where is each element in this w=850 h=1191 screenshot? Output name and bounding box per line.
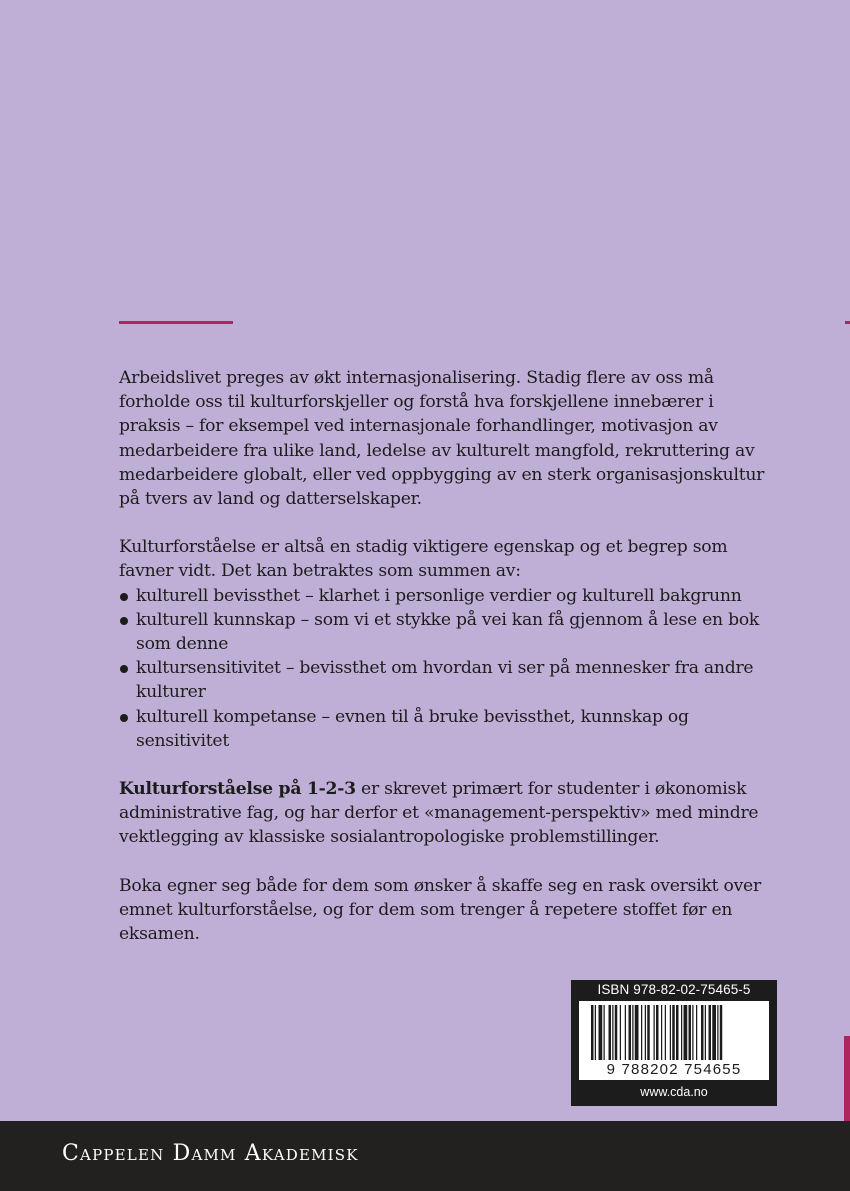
publisher-website: www.cda.no xyxy=(640,1085,708,1099)
bullet-text: kulturell kompetanse – evnen til å bruke bevissthet, kunnskap og sensitivitet xyxy=(136,706,689,751)
bullet-text: kulturell kunnskap – som vi et stykke på vei kan få gjennom å lese en bok som denne xyxy=(136,609,760,655)
barcode-bar xyxy=(701,1005,704,1061)
paragraph-intro: Arbeidslivet preges av økt internasjonalisering. Stadig flere av oss må forholde oss til kulturforskjeller og forstå hva forskjellene innebærer i praksis – for eksempel ved internasjonale forhandlinger, motivasjon av medarbeidere fra ulike land, ledelse av kulturelt mangfold, rekruttering av medarbeidere globalt, eller ved oppbygging av en sterk organisasjonskultur på tvers av land og datterselskaper. xyxy=(119,368,765,510)
barcode-bar xyxy=(676,1005,679,1061)
spine-edge-bar xyxy=(844,1036,850,1121)
barcode-bar xyxy=(615,1005,618,1061)
barcode-bar xyxy=(681,1005,682,1061)
publisher-name: Cappelen Damm Akademisk xyxy=(62,1141,359,1166)
barcode-bar xyxy=(689,1005,692,1061)
barcode-area xyxy=(579,1001,769,1061)
list-item xyxy=(119,584,779,608)
paragraph-audience xyxy=(119,777,779,850)
barcode-bar xyxy=(692,1005,693,1061)
isbn-label: ISBN 978-82-02-75465-5 xyxy=(597,982,751,997)
barcode-bar xyxy=(665,1005,666,1061)
bullet-text: kultursensitivitet – bevissthet om hvordan vi ser på mennesker fra andre kulturer xyxy=(136,658,754,703)
book-title: Kulturforståelse på 1-2-3 xyxy=(119,779,356,800)
accent-rule-right xyxy=(845,321,850,324)
barcode-bar xyxy=(620,1005,621,1061)
barcode-bar xyxy=(654,1005,655,1061)
barcode-bar xyxy=(609,1005,612,1061)
barcode-bar xyxy=(591,1005,594,1061)
bullet-list xyxy=(119,584,779,753)
bullet-icon xyxy=(120,714,128,722)
list-item xyxy=(119,656,779,704)
barcode-bar xyxy=(670,1005,671,1061)
barcode-digits: 9 788202 754655 xyxy=(579,1060,769,1080)
barcode-bar xyxy=(604,1005,605,1061)
paragraph-definition: Kulturforståelse er altså en stadig viktigere egenskap og et begrep som favner vidt. Det kan betraktes som summen av: xyxy=(119,537,728,582)
barcode-bar xyxy=(632,1005,633,1061)
publisher-footer xyxy=(0,1121,850,1191)
bullet-text: kulturell bevissthet – klarhet i personlige verdier og kulturell bakgrunn xyxy=(136,585,742,606)
list-item xyxy=(119,608,779,656)
barcode-bar xyxy=(645,1005,646,1061)
barcode-bar xyxy=(684,1005,688,1061)
barcode-bar xyxy=(720,1005,723,1061)
list-item xyxy=(119,705,779,753)
paragraph-usage: Boka egner seg både for dem som ønsker å skaffe seg en rask oversikt over emnet kulturforståelse, og for dem som trenger å repetere stoffet før en eksamen. xyxy=(119,875,761,945)
bullet-icon xyxy=(120,617,128,625)
paragraph-audience-text: er skrevet primært for studenter i økonomisk administrative fag, og har derfor et «management-perspektiv» med mindre vektlegging av klassiske sosialantropologiske problemstillinger. xyxy=(119,779,759,848)
bullet-icon xyxy=(120,665,128,673)
barcode-bar xyxy=(672,1005,675,1061)
barcode-block xyxy=(571,980,777,1106)
barcode-bar xyxy=(656,1005,659,1061)
bullet-icon xyxy=(120,593,128,601)
barcode-bar xyxy=(709,1005,712,1061)
barcode-bar xyxy=(661,1005,662,1061)
barcode-bar xyxy=(717,1005,718,1061)
barcode-bar xyxy=(625,1005,626,1061)
barcode-bar xyxy=(647,1005,650,1061)
barcode-bar xyxy=(705,1005,706,1061)
barcode-bar xyxy=(629,1005,632,1061)
barcode-bar xyxy=(612,1005,613,1061)
barcode-bar xyxy=(641,1005,642,1061)
barcode-bar xyxy=(635,1005,639,1061)
accent-rule-left xyxy=(119,321,233,324)
barcode-bar xyxy=(712,1005,716,1061)
back-cover-text xyxy=(119,366,779,970)
barcode-icon xyxy=(579,1001,769,1061)
barcode-bar xyxy=(696,1005,697,1061)
barcode-bar xyxy=(595,1005,596,1061)
barcode-bar xyxy=(599,1005,603,1061)
